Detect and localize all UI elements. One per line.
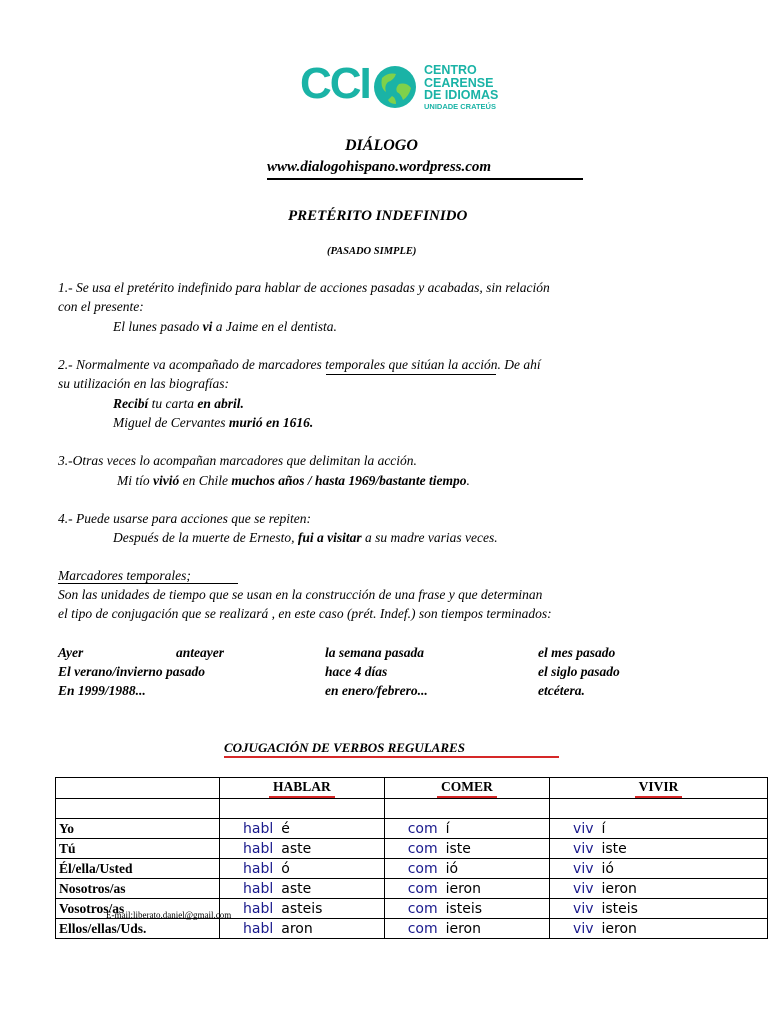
example-text: El lunes pasado [113, 319, 203, 334]
example-marker: en abril. [197, 396, 244, 411]
conj-cell [384, 919, 549, 939]
conj-cell [550, 919, 768, 939]
verb-ending: ió [445, 860, 459, 877]
verb-stem: habl [243, 900, 274, 917]
verb-ending: aron [281, 920, 313, 937]
conj-cell [384, 859, 549, 879]
conjugation-title: COJUGACIÓN DE VERBOS REGULARES [224, 740, 465, 755]
header-label: COMER [437, 779, 497, 798]
section-title: PRETÉRITO INDEFINIDO [288, 208, 468, 224]
point-2-line-2: su utilización en las biografías: [58, 376, 230, 391]
verb-stem: com [407, 860, 438, 877]
example-text: . [466, 473, 470, 488]
conj-cell [550, 899, 768, 919]
table-row [56, 839, 768, 859]
verb-ending: ó [281, 860, 290, 877]
example-verb: fui a visitar [297, 530, 362, 545]
conj-cell [384, 839, 549, 859]
verb-stem: viv [573, 840, 594, 857]
verb-stem: com [407, 880, 438, 897]
conjugation-title-underline [224, 756, 559, 758]
point-2-example-1 [113, 396, 244, 412]
verb-ending: ieron [445, 920, 481, 937]
verb-stem: com [407, 900, 438, 917]
verb-ending: aste [281, 880, 312, 897]
verb-ending: ieron [445, 880, 481, 897]
marker-item: etcétera. [538, 683, 585, 698]
verb-ending: iste [601, 840, 627, 857]
example-text: tu carta [148, 396, 198, 411]
cci-logo [300, 58, 520, 114]
logo-line-4: UNIDADE CRATEÚS [424, 101, 496, 111]
table-cell [56, 799, 220, 819]
header-vivir [550, 778, 768, 799]
point-3-example [117, 473, 470, 489]
conj-cell [384, 899, 549, 919]
pronoun-cell: Ellos/ellas/Uds. [56, 919, 220, 939]
point-2-line-1: 2.- Normalmente va acompañado de marcadores temporales que sitúan la acción. De ahí [58, 357, 541, 372]
example-text: en Chile [179, 473, 232, 488]
point-1-line-2: con el presente: [58, 299, 144, 314]
example-text: a Jaime en el dentista. [212, 319, 337, 334]
verb-ending: isteis [601, 900, 638, 917]
verb-stem: com [407, 920, 438, 937]
pronoun-cell: Él/ella/Usted [56, 859, 220, 879]
conj-cell [220, 819, 385, 839]
conj-cell [220, 859, 385, 879]
verb-ending: ieron [601, 920, 637, 937]
verb-stem: habl [243, 880, 274, 897]
point-3-line-1: 3.-Otras veces lo acompañan marcadores que delimitan la acción. [58, 453, 417, 468]
point-4-example [113, 530, 498, 546]
marker-item: el mes pasado [538, 645, 616, 660]
marker-item: El verano/invierno pasado [58, 664, 206, 679]
pronoun-cell: Nosotros/as [56, 879, 220, 899]
example-verb: murió en 1616. [228, 415, 314, 430]
example-verb: vivió [153, 473, 180, 488]
markers-desc-1: Son las unidades de tiempo que se usan en la construcción de una frase y que determinan [58, 587, 543, 602]
marker-item: hace 4 días [325, 664, 388, 679]
verb-stem: viv [573, 820, 594, 837]
table-cell [56, 778, 220, 799]
conj-cell [550, 839, 768, 859]
verb-stem: viv [573, 880, 594, 897]
table-header-row [56, 778, 768, 799]
table-row-empty [56, 799, 768, 819]
verb-ending: asteis [281, 900, 323, 917]
verb-stem: com [407, 840, 438, 857]
header-hablar [220, 778, 385, 799]
verb-ending: aste [281, 840, 312, 857]
marker-item: en enero/febrero... [325, 683, 428, 698]
point-1-example [113, 319, 337, 335]
header-label: VIVIR [635, 779, 683, 798]
conj-cell [550, 859, 768, 879]
author-email[interactable]: E-mail:liberato.daniel@gmail.com [106, 910, 232, 920]
verb-stem: habl [243, 840, 274, 857]
verb-ending: iste [445, 840, 471, 857]
example-text: Mi tío [117, 473, 153, 488]
logo-line-2: CEARENSE [424, 75, 494, 90]
table-row [56, 879, 768, 899]
markers-desc-2: el tipo de conjugación que se realizará , en este caso (prét. Indef.) son tiempos terminados: [58, 606, 552, 621]
verb-stem: habl [243, 820, 274, 837]
marker-item: anteayer [176, 645, 224, 660]
verb-ending: é [281, 820, 290, 837]
example-verb: vi [202, 319, 213, 334]
logo-acronym: CCI [300, 59, 370, 108]
table-cell [384, 799, 549, 819]
markers-heading-underline [58, 583, 238, 584]
example-text: Miguel de Cervantes [113, 415, 229, 430]
verb-stem: com [407, 820, 438, 837]
table-cell [220, 799, 385, 819]
example-text: a su madre varias veces. [361, 530, 498, 545]
table-cell [550, 799, 768, 819]
conj-cell [384, 819, 549, 839]
logo-line-3: DE IDIOMAS [424, 88, 499, 102]
point-2-example-2 [113, 415, 313, 431]
point-4-line-1: 4.- Puede usarse para acciones que se repiten: [58, 511, 311, 526]
verb-stem: viv [573, 900, 594, 917]
conj-cell [220, 839, 385, 859]
header-label: HABLAR [269, 779, 335, 798]
example-text: Después de la muerte de Ernesto, [113, 530, 298, 545]
marker-item: Ayer [58, 645, 84, 660]
table-row [56, 819, 768, 839]
conj-cell [220, 919, 385, 939]
pronoun-cell: Yo [56, 819, 220, 839]
conj-cell [220, 879, 385, 899]
conj-cell [550, 879, 768, 899]
logo-line-1: CENTRO [424, 63, 477, 77]
marker-item: la semana pasada [325, 645, 425, 660]
verb-ending: í [445, 820, 450, 837]
verb-ending: ieron [601, 880, 637, 897]
verb-stem: viv [573, 920, 594, 937]
example-marker: muchos años / hasta 1969/bastante tiempo [231, 473, 467, 488]
verb-ending: isteis [445, 900, 483, 917]
section-subtitle: (PASADO SIMPLE) [327, 246, 417, 257]
point-2-underline [326, 374, 496, 375]
header-comer [384, 778, 549, 799]
logo-text [424, 64, 498, 111]
conj-cell [550, 819, 768, 839]
document-title: DIÁLOGO [345, 137, 418, 154]
verb-ending: í [601, 820, 606, 837]
verb-ending: ió [601, 860, 614, 877]
marker-item: En 1999/1988... [58, 683, 146, 698]
verb-stem: habl [243, 920, 274, 937]
marker-item: el siglo pasado [538, 664, 620, 679]
table-row [56, 919, 768, 939]
website-link[interactable]: www.dialogohispano.wordpress.com [267, 159, 492, 175]
conj-cell [220, 899, 385, 919]
conj-cell [384, 879, 549, 899]
pronoun-cell: Tú [56, 839, 220, 859]
point-1-line-1: 1.- Se usa el pretérito indefinido para hablar de acciones pasadas y acabadas, sin relación [58, 280, 550, 295]
table-row [56, 859, 768, 879]
markers-heading: Marcadores temporales; [58, 568, 191, 583]
website-underline [267, 178, 583, 180]
globe-icon [372, 64, 418, 110]
verb-stem: habl [243, 860, 274, 877]
pronoun-cell: Vosotros/as [56, 899, 220, 919]
example-verb: Recibí [113, 396, 149, 411]
verb-stem: viv [573, 860, 594, 877]
